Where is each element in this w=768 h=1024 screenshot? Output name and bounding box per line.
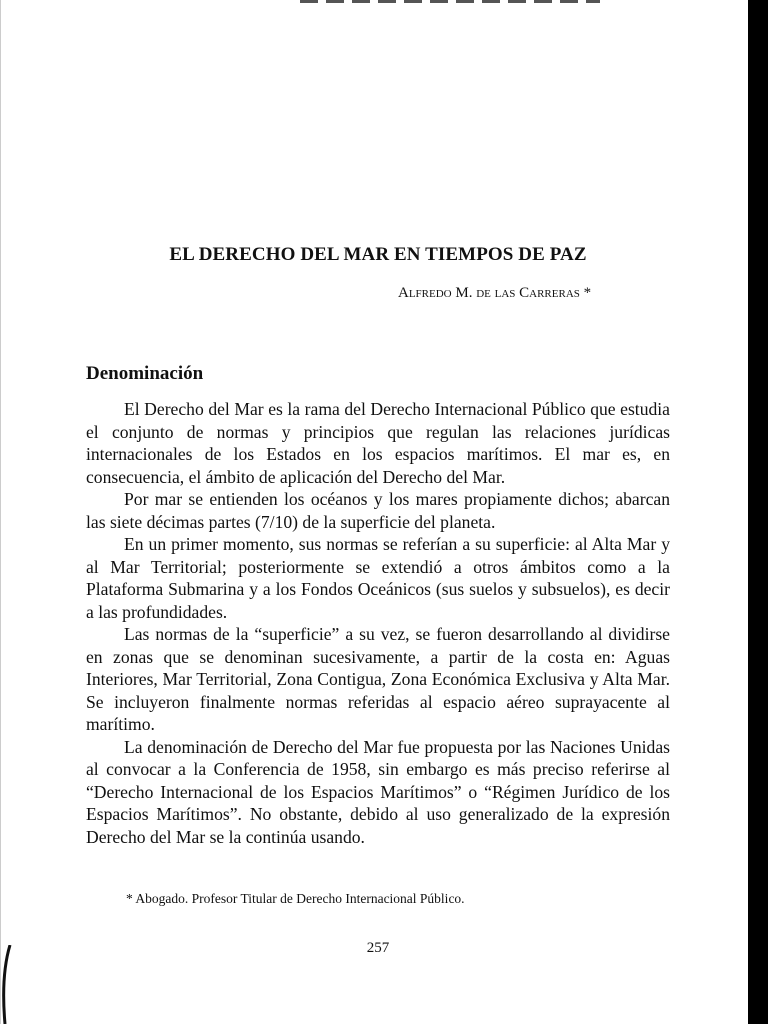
paragraph: Por mar se entienden los océanos y los mares propiamente dichos; abarcan las siete décimas partes (7/10) de la superficie del planeta. bbox=[86, 489, 670, 532]
scan-left-line bbox=[0, 0, 1, 1024]
author-name: Alfredo M. de las Carreras bbox=[398, 285, 580, 301]
author-footnote-marker: * bbox=[583, 285, 592, 301]
scan-page-edge bbox=[748, 0, 768, 1024]
section-heading: Denominación bbox=[86, 363, 204, 384]
paragraph: El Derecho del Mar es la rama del Derecho Internacional Público que estudia el conjunto de normas y principios que regulan las relaciones jurídicas internacionales de los Estados en los espacios marítimos. El mar es, en consecuencia, el ámbito de aplicación del Derecho del Mar. bbox=[86, 399, 670, 487]
author-line bbox=[398, 285, 638, 302]
article-body bbox=[86, 398, 670, 848]
author-footnote: * Abogado. Profesor Titular de Derecho Internacional Público. bbox=[126, 891, 465, 906]
scan-left-mark bbox=[0, 945, 12, 1024]
paragraph: En un primer momento, sus normas se referían a su superficie: al Alta Mar y al Mar Territorial; posteriormente se extendió a otros ámbitos como a la Plataforma Submarina y a los Fondos Oceánicos (sus suelos y subsuelos), es decir a las profundidades. bbox=[86, 534, 670, 622]
scan-top-marks bbox=[300, 0, 600, 3]
page-number: 257 bbox=[366, 940, 390, 956]
paragraph: Las normas de la “superficie” a su vez, se fueron desarrollando al dividirse en zonas que se denominan sucesivamente, a partir de la costa en: Aguas Interiores, Mar Territorial, Zona Contigua, Zona Económica Exclusiva y Alta Mar. Se incluyeron finalmente normas referidas al espacio aéreo suprayacente al marítimo. bbox=[86, 624, 670, 734]
paragraph: La denominación de Derecho del Mar fue propuesta por las Naciones Unidas al convocar a la Conferencia de 1958, sin embargo es más preciso referirse al “Derecho Internacional de los Espacios Marítimos” o “Régimen Jurídico de los Espacios Marítimos”. No obstante, debido al uso generalizado de la expresión Derecho del Mar se la continúa usando. bbox=[86, 736, 670, 847]
article-title: EL DERECHO DEL MAR EN TIEMPOS DE PAZ bbox=[169, 244, 587, 265]
